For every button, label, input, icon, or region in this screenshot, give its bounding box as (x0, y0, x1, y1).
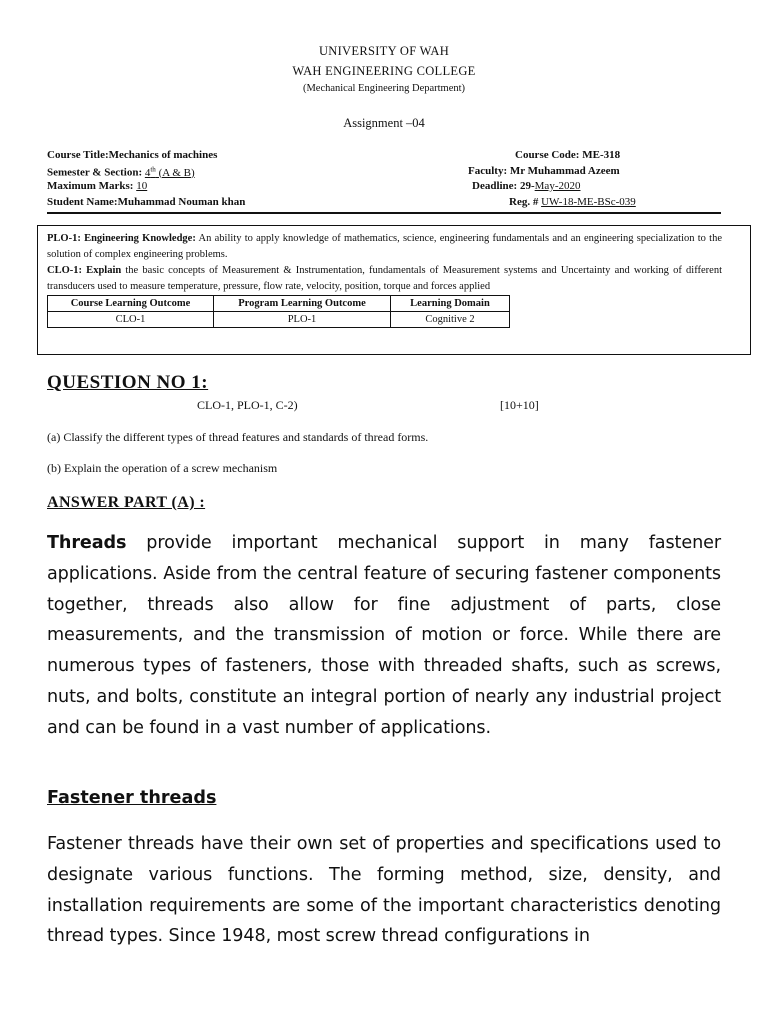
question-marks: [10+10] (500, 398, 539, 412)
department-name: (Mechanical Engineering Department) (302, 83, 466, 94)
table-header: Program Learning Outcome (214, 296, 391, 312)
faculty (468, 165, 620, 177)
student-label: Student Name: (47, 196, 118, 208)
header-divider (47, 212, 721, 214)
deadline (472, 180, 580, 192)
plo-text: An ability to apply knowledge of mathematics, science, engineering fundamentals and an engineering specialization to the solution of complex engineering problems. (47, 233, 722, 260)
student-value: Muhammad Nouman khan (117, 196, 246, 208)
semester-suffix: th (150, 165, 156, 173)
reg-value: UW-18-ME-BSc-039 (541, 196, 636, 208)
table-cell: Cognitive 2 (391, 312, 510, 328)
answer-heading: ANSWER PART (A) : (47, 494, 206, 511)
clo-statement (47, 263, 722, 295)
marks-label: Maximum Marks: (47, 180, 134, 192)
college-name: WAH ENGINEERING COLLEGE (292, 64, 476, 78)
registration-number (509, 196, 636, 208)
clo-label: CLO-1: Explain (47, 265, 122, 276)
university-name: UNIVERSITY OF WAH (318, 44, 450, 58)
reg-label: Reg. # (509, 196, 539, 208)
semester-value (145, 167, 195, 179)
semester-label: Semester & Section: (47, 166, 143, 179)
question-part-a: (a) Classify the different types of thread features and standards of thread forms. (47, 430, 429, 444)
table-cell: PLO-1 (214, 312, 391, 328)
question-title: QUESTION NO 1: (47, 372, 209, 393)
table-header: Course Learning Outcome (48, 296, 214, 312)
course-code (515, 149, 620, 161)
clo-text: the basic concepts of Measurement & Instrumentation, fundamentals of Measurement systems and Uncertainty and working of different transducers used to measure temperature, pressure, flow rate, velocity, position, torque and forces applied (47, 265, 722, 292)
semester-section (47, 165, 195, 179)
plo-label: PLO-1: Engineering Knowledge: (47, 233, 196, 244)
plo-statement (47, 231, 722, 263)
faculty-value: Mr Muhammad Azeem (509, 165, 620, 177)
course-title (47, 149, 217, 161)
semester-sections: (A & B) (155, 166, 195, 179)
course-code-value: ME-318 (582, 149, 621, 161)
deadline-month-year: May-2020 (534, 180, 581, 192)
question-tags: CLO-1, PLO-1, C-2) (197, 398, 298, 412)
course-title-value: Mechanics of machines (108, 149, 218, 161)
deadline-label: Deadline: (472, 180, 518, 192)
marks-value: 10 (136, 180, 148, 192)
table-cell: CLO-1 (48, 312, 214, 328)
answer-paragraph-2: Fastener threads have their own set of properties and specifications used to designate various functions. The forming method, size, density, and installation requirements are some of the important characteristics denoting thread types. Since 1948, most screw thread configurations in (47, 834, 721, 947)
paragraph-1-text: provide important mechanical support in many fastener applications. Aside from the central feature of securing fastener components together, threads also allow for fine adjustment of parts, close measurements, and the transmission of motion or force. While there are numerous types of fasteners, those with threaded shafts, such as screws, nuts, and bolts, constitute an integral portion of nearly any industrial project and can be found in a vast number of applications. (47, 533, 721, 738)
course-code-label: Course Code: (515, 149, 580, 161)
table-header: Learning Domain (391, 296, 510, 312)
deadline-day: 29- (519, 180, 535, 192)
faculty-label: Faculty: (468, 165, 508, 177)
question-part-b: (b) Explain the operation of a screw mechanism (47, 461, 278, 475)
threads-term: Threads (47, 533, 127, 553)
student-name (47, 196, 245, 208)
learning-outcome-table (47, 295, 510, 328)
answer-paragraph-1 (47, 528, 721, 744)
table-header-row (48, 296, 510, 312)
assignment-title: Assignment –04 (343, 116, 425, 130)
maximum-marks (47, 180, 147, 192)
course-title-label: Course Title: (47, 149, 109, 161)
semester-number: 4 (144, 166, 151, 179)
table-row (48, 312, 510, 328)
fastener-threads-heading: Fastener threads (47, 788, 217, 808)
outcomes-box (37, 225, 751, 355)
